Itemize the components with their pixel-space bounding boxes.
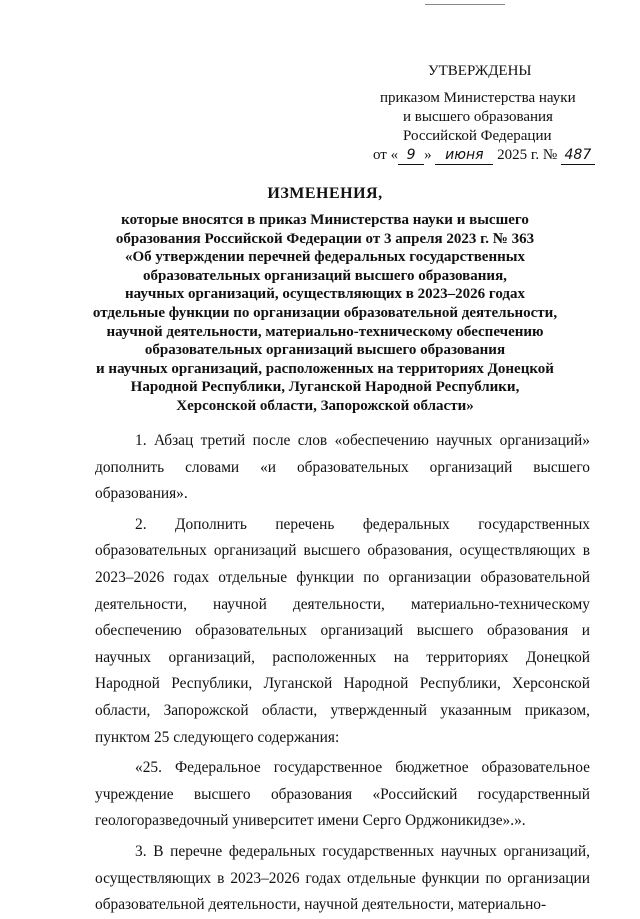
- heading-line: образовательных организаций высшего образования: [144, 342, 506, 359]
- handwritten-month: июня: [435, 147, 493, 165]
- document-body: [95, 428, 590, 919]
- heading-line: Народной Республики, Луганской Народной Республики,: [130, 379, 520, 396]
- heading-line: научной деятельности, материально-техническому обеспечению: [106, 323, 544, 340]
- heading-line: отдельные функции по организации образовательной деятельности,: [92, 304, 558, 321]
- paragraph-1: 1. Абзац третий после слов «обеспечению научных организаций» дополнить словами «и образовательных организаций высшего образования».: [95, 432, 590, 503]
- heading-line: «Об утверждении перечней федеральных государственных: [125, 249, 525, 266]
- approval-date-line: [373, 146, 595, 165]
- heading-line: образовательных организаций высшего образования,: [143, 267, 507, 284]
- scan-artifact-line: [425, 4, 505, 5]
- heading-line: которые вносятся в приказ Министерства науки и высшего: [121, 212, 529, 228]
- paragraph-2: 2. Дополнить перечень федеральных государственных образовательных организаций высшего образования, осуществляющих в 2023–2026 годах отдельные функции по организации образовательной деятельности, научной деятельности, материально-техническому обеспечению образовательных организаций высшего образования и научных организаций, расположенных на территориях Донецкой Народной Республики, Луганской Народной Республики, Херсонской области, Запорожской области, утвержденный указанным приказом, пунктом 25 следующего содержания:: [95, 515, 590, 746]
- heading-line: Херсонской области, Запорожской области»: [176, 397, 474, 414]
- approved-label: УТВЕРЖДЕНЫ: [428, 63, 532, 79]
- approval-line-ministry: приказом Министерства науки: [380, 90, 576, 106]
- approval-line-education: и высшего образования: [403, 109, 553, 125]
- document-heading: [60, 185, 590, 416]
- paragraph-3: «25. Федеральное государственное бюджетное образовательное учреждение высшего образования «Российский государственный геологоразведочный университет имени Серго Орджоникидзе».».: [95, 759, 590, 830]
- heading-line: научных организаций, осуществляющих в 2023–2026 годах: [125, 286, 525, 303]
- heading-line: и научных организаций, расположенных на территориях Донецкой: [96, 360, 554, 377]
- handwritten-day: 9: [398, 147, 424, 165]
- date-mid: »: [424, 147, 432, 163]
- date-prefix: от «: [373, 147, 399, 163]
- paragraph-4: 3. В перечне федеральных государственных научных организаций, осуществляющих в 2023–2026 годах отдельные функции по организации образовательной деятельности, научной деятельности, материально-: [95, 842, 590, 914]
- heading-line: образования Российской Федерации от 3 апреля 2023 г. № 363: [115, 230, 535, 247]
- year-number-label: 2025 г. №: [497, 147, 558, 163]
- approval-line-federation: Российской Федерации: [403, 128, 552, 144]
- heading-title: ИЗМЕНЕНИЯ,: [267, 185, 383, 202]
- handwritten-order-number: 487: [561, 147, 595, 165]
